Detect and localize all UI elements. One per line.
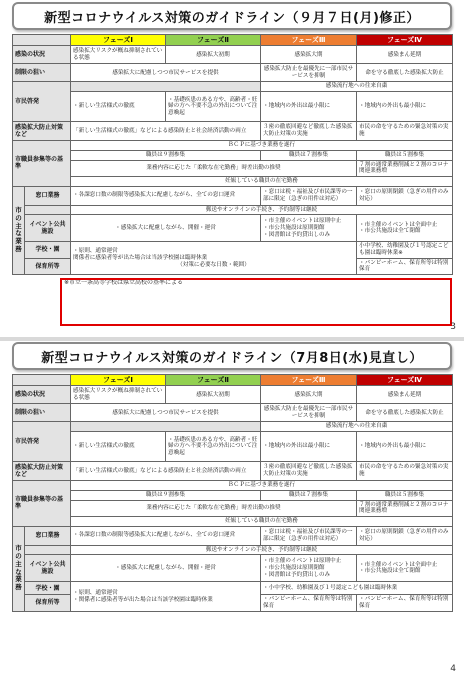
- infection-phase-4: 感染まん延期: [357, 46, 453, 64]
- enlight-phase-4: ・地域内の外出も最小限に: [357, 432, 453, 462]
- prevent-phase-1-2: 「新しい生活様式の徹底」などによる感染防止と社会経済活動の両立: [71, 462, 261, 481]
- school-phase-1-2-a: ・原則、通常運営: [73, 589, 118, 596]
- aim-phase-4: 命を守る徹底した感染拡大防止: [357, 404, 453, 422]
- school-phase-3-4: ・小中学校、幼稚園及び１号認定こども園は臨時休業: [261, 582, 453, 595]
- online-procedures: 郵送やオンラインの手続き、予約制等は継続: [71, 545, 453, 555]
- staff-phase-3: 職員は７割参集: [261, 490, 357, 500]
- school-phase-1-2-b: ・関係者に感染者等が出た場合は当該学校園は臨時休業: [73, 596, 213, 603]
- staff-bcp: ＢＣＰに基づき業務を遂行: [71, 481, 453, 491]
- phase-4-header: フェーズⅣ: [357, 375, 453, 386]
- row-label-main-business: 市の主な業務: [13, 526, 25, 611]
- corner-cell: [13, 35, 71, 46]
- infection-phase-2: 感染拡大初期: [166, 46, 261, 64]
- row-label-prevention: 感染拡大防止対策など: [13, 122, 71, 141]
- school-phase-4: 小中学校、幼稚園及び１号認定こども園は臨時休業※: [357, 242, 453, 258]
- infection-phase-1: 感染拡大リスクが概ね抑制されている状態: [71, 386, 166, 404]
- staff-phase-4: 職員は５割参集: [357, 150, 453, 160]
- phase-1-header: フェーズⅠ: [71, 375, 166, 386]
- infection-phase-2: 感染拡大初期: [166, 386, 261, 404]
- staff-phase-4-detail: ７割の通常業務削減と２割のコロナ関連業務増: [357, 500, 453, 516]
- staff-pregnant: 妊娠している職員の在宅勤務: [71, 516, 453, 526]
- counter-phase-1-2: ・各課窓口数の制限等感染拡大に配慮しながら、全ての窓口運営: [71, 186, 261, 205]
- row-label-aim: 制限の狙い: [13, 64, 71, 82]
- prevent-phase-3: ３密の徹底回避など徹底した感染拡大防止対策の実施: [261, 122, 357, 141]
- events-phase-3: [261, 215, 357, 242]
- enlight-phase-3: ・地域内の外出は最小限に: [261, 92, 357, 122]
- row-label-nursery: 保育所等: [25, 595, 71, 611]
- guideline-page-july: [4, 342, 460, 678]
- row-label-events: イベント公共施設: [25, 215, 71, 242]
- counter-phase-4: ・窓口の原則閉鎖（急ぎの用件のみ対応）: [357, 186, 453, 205]
- online-procedures: 郵送やオンラインの手続き、予約制等は継続: [71, 205, 453, 215]
- row-label-staff: 市職員参集等の基準: [13, 481, 71, 527]
- guideline-table: [12, 374, 453, 612]
- nursery-phase-4: ・バンビーホーム、保育所等は特別保育: [357, 595, 453, 611]
- row-label-prevention: 感染拡大防止対策など: [13, 462, 71, 481]
- corner-cell: [13, 375, 71, 386]
- infection-phase-3: 感染拡大期: [261, 46, 357, 64]
- events-phase-4-b: ・市公共施設は全て閉館: [359, 228, 421, 235]
- counter-phase-3: ・窓口は税・福祉及び市民課等の一部に限定（急ぎの用件は対応）: [261, 526, 357, 545]
- enlight-travel-restraint: 感染流行地への往来自粛: [261, 82, 453, 92]
- school-phase-1-3: [71, 242, 357, 275]
- events-phase-4-a: ・市主催のイベントは全面中止: [359, 221, 438, 228]
- aim-phase-1-2: 感染拡大に配慮しつつ市民サービスを提供: [71, 64, 261, 82]
- row-label-counter: 窓口業務: [25, 526, 71, 545]
- events-phase-3-b: ・市公共施設は原則閉館: [263, 224, 325, 231]
- events-phase-4: [357, 215, 453, 242]
- staff-phase-3: 職員は７割参集: [261, 150, 357, 160]
- aim-phase-3: 感染拡大防止を最優先に一部市民サービスを抑制: [261, 404, 357, 422]
- events-phase-1-2: ・感染拡大に配慮しながら、開催・運営: [71, 215, 261, 242]
- infection-phase-1: 感染拡大リスクが概ね抑制されている状態: [71, 46, 166, 64]
- staff-telework: 業務内容に応じた「柔軟な在宅勤務」時差出勤の推奨: [71, 160, 357, 176]
- school-phase-1-3-c: （対策に必要な日数・範囲）: [177, 261, 250, 268]
- events-phase-3-a: ・市主催のイベントは原則中止: [263, 218, 342, 225]
- row-label-counter: 窓口業務: [25, 186, 71, 205]
- phase-2-header: フェーズⅡ: [166, 375, 261, 386]
- page-title: 新型コロナウイルス対策のガイドライン（7月8日(水)見直し）: [12, 342, 452, 370]
- aim-phase-4: 命を守る徹底した感染拡大防止: [357, 64, 453, 82]
- row-label-nursery: 保育所等: [25, 258, 71, 274]
- events-phase-4: [357, 555, 453, 582]
- row-label-events: イベント公共施設: [25, 555, 71, 582]
- page-separator: [0, 337, 464, 341]
- events-phase-4-b: ・市公共施設は全て閉館: [359, 568, 421, 575]
- enlight-phase-1: ・新しい生活様式の徹底: [71, 432, 166, 462]
- enlight-phase-3: ・地域内の外出は最小限に: [261, 432, 357, 462]
- prevent-phase-1-2: 「新しい生活様式の徹底」などによる感染防止と社会経済活動の両立: [71, 122, 261, 141]
- enlight-phase-4: ・地域内の外出も最小限に: [357, 92, 453, 122]
- staff-phase-4: 職員は５割参集: [357, 490, 453, 500]
- guideline-table: [12, 34, 453, 275]
- prevent-phase-3: ３密の徹底回避など徹底した感染拡大防止対策の実施: [261, 462, 357, 481]
- events-phase-3-c: ・図書館は予約貸出しのみ: [263, 571, 331, 578]
- counter-phase-3: ・窓口は税・福祉及び市民課等の一部に限定（急ぎの用件は対応）: [261, 186, 357, 205]
- phase-3-header: フェーズⅢ: [261, 35, 357, 46]
- row-label-main-business: 市の主な業務: [13, 186, 25, 275]
- row-label-enlightenment: 市民啓発: [13, 82, 71, 122]
- enlight-phase-2: ・基礎疾患のある方や、高齢者・妊婦の方へ不要不急の外出について注意喚起: [166, 92, 261, 122]
- row-label-staff: 市職員参集等の基準: [13, 141, 71, 187]
- phase-1-header: フェーズⅠ: [71, 35, 166, 46]
- row-label-enlightenment: 市民啓発: [13, 422, 71, 462]
- page-title: 新型コロナウイルス対策のガイドライン（９月７日(月)修正）: [12, 2, 452, 30]
- school-phase-1-3-a: ・原則、通常運営: [73, 248, 118, 255]
- school-phase-1-3-b: 関係者に感染者等が出た場合は当該学校園は臨時休業: [73, 254, 208, 261]
- nursery-phase-4: ・バンビーホーム、保育所等は特別保育: [357, 258, 453, 274]
- enlight-blank: [71, 422, 261, 432]
- row-label-school: 学校・園: [25, 582, 71, 595]
- row-label-school: 学校・園: [25, 242, 71, 258]
- enlight-phase-2: ・基礎疾患のある方や、高齢者・妊婦の方へ不要不急の外出について注意喚起: [166, 432, 261, 462]
- staff-phase-4-detail: ７割の通常業務削減と２割のコロナ関連業務増: [357, 160, 453, 176]
- row-label-aim: 制限の狙い: [13, 404, 71, 422]
- staff-telework: 業務内容に応じた「柔軟な在宅勤務」時差出勤の推奨: [71, 500, 357, 516]
- events-phase-3-a: ・市主催のイベントは原則中止: [263, 558, 342, 565]
- staff-pregnant: 妊娠している職員の在宅勤務: [71, 176, 453, 186]
- aim-phase-3: 感染拡大防止を最優先に一部市民サービスを抑制: [261, 64, 357, 82]
- aim-phase-1-2: 感染拡大に配慮しつつ市民サービスを提供: [71, 404, 261, 422]
- enlight-travel-restraint: 感染流行地への往来自粛: [261, 422, 453, 432]
- staff-phase-1-2: 職員は９割参集: [71, 490, 261, 500]
- school-phase-1-2: [71, 582, 261, 611]
- enlight-blank: [71, 82, 261, 92]
- row-label-infection: 感染の状況: [13, 46, 71, 64]
- counter-phase-4: ・窓口の原則閉鎖（急ぎの用件のみ対応）: [357, 526, 453, 545]
- prevent-phase-4: 市民の命を守るための緊急対策の実施: [357, 462, 453, 481]
- phase-2-header: フェーズⅡ: [166, 35, 261, 46]
- events-phase-3-c: ・図書館は予約貸出しのみ: [263, 231, 331, 238]
- infection-phase-4: 感染まん延期: [357, 386, 453, 404]
- enlight-phase-1: ・新しい生活様式の徹底: [71, 92, 166, 122]
- footnote: ※市立一条高等学校は県立高校の基準による: [64, 279, 184, 287]
- phase-3-header: フェーズⅢ: [261, 375, 357, 386]
- prevent-phase-4: 市民の命を守るための緊急対策の実施: [357, 122, 453, 141]
- events-phase-1-2: ・感染拡大に配慮しながら、開催・運営: [71, 555, 261, 582]
- page-number: 3: [450, 322, 456, 332]
- infection-phase-3: 感染拡大期: [261, 386, 357, 404]
- nursery-phase-3: ・バンビーホーム、保育所等は特別保育: [261, 595, 357, 611]
- events-phase-3: [261, 555, 357, 582]
- online-blank: [25, 545, 71, 555]
- page-number: 4: [450, 664, 456, 674]
- events-phase-4-a: ・市主催のイベントは全面中止: [359, 561, 438, 568]
- online-blank: [25, 205, 71, 215]
- guideline-page-sept: [4, 2, 460, 336]
- phase-4-header: フェーズⅣ: [357, 35, 453, 46]
- row-label-infection: 感染の状況: [13, 386, 71, 404]
- events-phase-3-b: ・市公共施設は原則閉館: [263, 564, 325, 571]
- staff-bcp: ＢＣＰに基づき業務を遂行: [71, 141, 453, 151]
- counter-phase-1-2: ・各課窓口数の制限等感染拡大に配慮しながら、全ての窓口運営: [71, 526, 261, 545]
- staff-phase-1-2: 職員は９割参集: [71, 150, 261, 160]
